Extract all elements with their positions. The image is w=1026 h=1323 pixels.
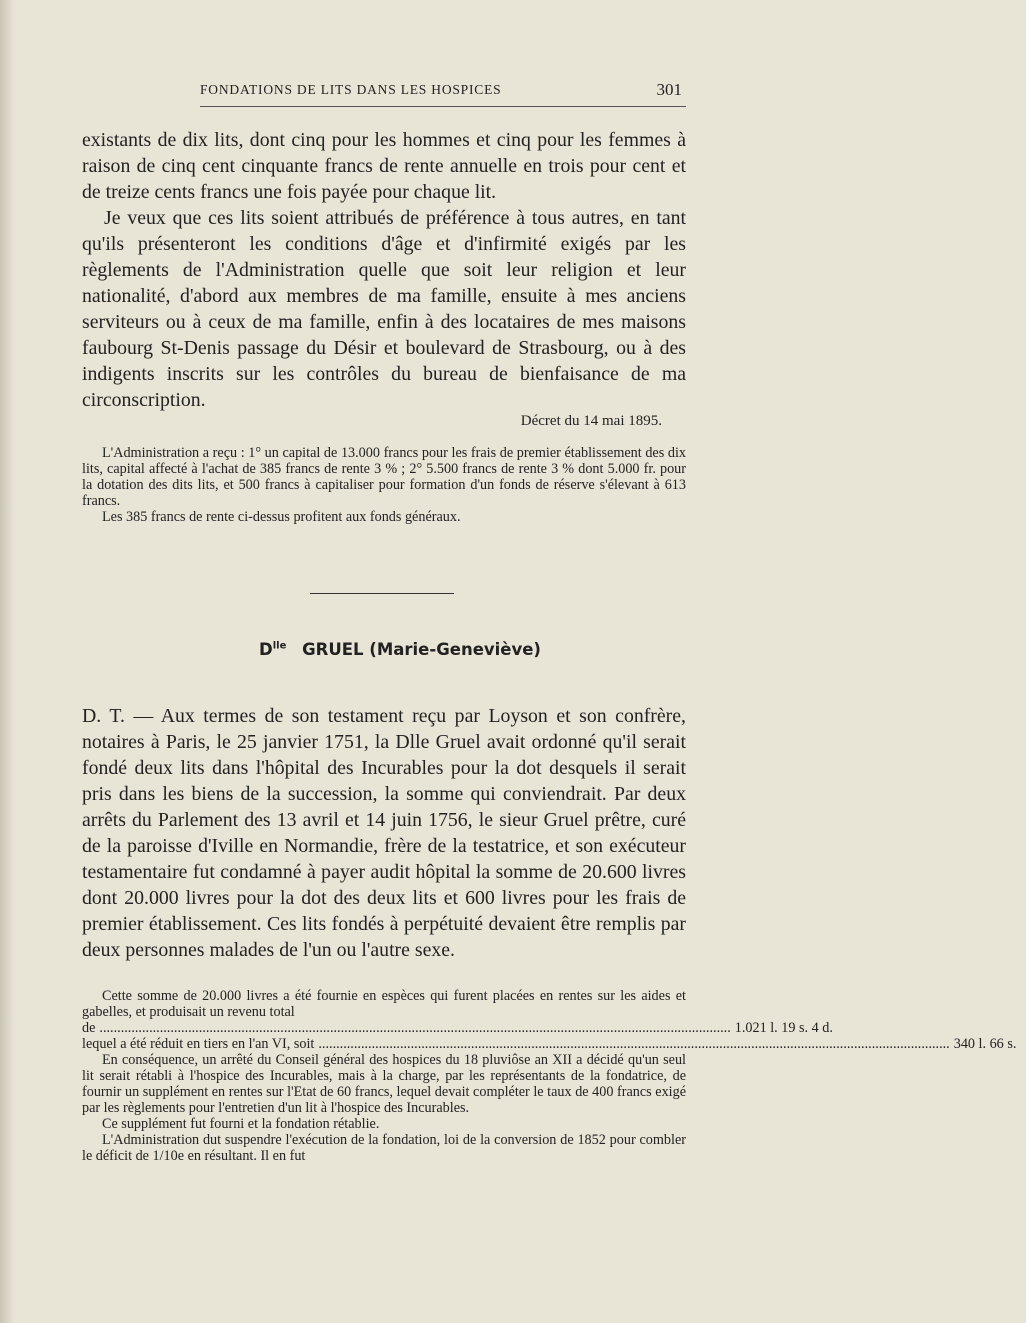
section-2-notes [82, 988, 1017, 1164]
leader-dots: .................................................................................................................................................................................. [318, 1036, 950, 1052]
heading-prefix: D [259, 640, 273, 659]
running-title: FONDATIONS DE LITS DANS LES HOSPICES [200, 82, 502, 97]
revenue-row [82, 1020, 833, 1036]
paragraph: D. T. — Aux termes de son testament reçu par Loyson et son confrère, notaires à Paris, le 25 janvier 1751, la Dlle Gruel avait ordonné qu'il serait fondé deux lits dans l'hôpital des Incurables pour la dot desquels il serait pris dans les biens de la succession, la somme qui conviendrait. Par deux arrêts du Parlement des 13 avril et 14 juin 1756, le sieur Gruel prêtre, curé de la paroisse d'Iville en Normandie, frère de la testatrice, et son exécuteur testamentaire fut condamné à payer audit hôpital la somme de 20.600 livres dont 20.000 livres pour la dot des deux lits et 600 livres pour les frais de premier établissement. Ces lits fondés à perpétuité devaient être remplis par deux personnes malades de l'un ou l'autre sexe. [82, 705, 686, 961]
leader-dots: .................................................................................................................................................................................. [99, 1020, 731, 1036]
note: Ce supplément fut fourni et la fondation rétablie. [102, 1116, 380, 1132]
decree-date: Décret du 14 mai 1895. [520, 413, 662, 429]
header-rule [200, 106, 686, 107]
revenue-row [82, 1036, 1017, 1052]
note: Cette somme de 20.000 livres a été fournie en espèces qui furent placées en rentes sur les aides et gabelles, et produisait un revenu total [82, 988, 686, 1020]
note: En conséquence, un arrêté du Conseil général des hospices du 18 pluviôse an XII a décidé qu'un seul lit serait rétabli à l'hospice des Incurables, mais à la charge, par les représentants de la fondatrice, de fournir un supplément en rentes sur l'Etat de 60 francs, lequel devait compléter le taux de 400 francs exigé par les règlements pour l'entretien d'un lit à l'hospice des Incurables. [82, 1052, 686, 1116]
revenue-row-value: 340 l. 66 s. [953, 1036, 1017, 1052]
section-1-notes [82, 413, 686, 525]
revenue-row-label: de [82, 1020, 96, 1036]
note: Les 385 francs de rente ci-dessus profitent aux fonds généraux. [102, 509, 461, 525]
paragraph: existants de dix lits, dont cinq pour les hommes et cinq pour les femmes à raison de cinq cent cinquante francs de rente annuelle en trois pour cent et de treize cents francs une fois payée pour chaque lit. [82, 129, 686, 203]
page-header [200, 80, 686, 102]
section-1-body [82, 127, 686, 413]
paragraph: Je veux que ces lits soient attribués de préférence à tous autres, en tant qu'ils présenteront les conditions d'âge et d'infirmité exigés par les règlements de l'Administration quelle que soit leur religion et leur nationalité, d'abord aux membres de ma famille, ensuite à mes anciens serviteurs ou à ceux de ma famille, enfin à des locataires de mes maisons faubourg St-Denis passage du Désir et boulevard de Strasbourg, ou à des indigents inscrits sur les contrôles du bureau de bienfaisance de ma circonscription. [82, 207, 686, 411]
revenue-row-label: lequel a été réduit en tiers en l'an VI, soit [82, 1036, 315, 1052]
revenue-row-value: 1.021 l. 19 s. 4 d. [734, 1020, 833, 1036]
heading-superscript: lle [272, 640, 287, 652]
section-2-body [82, 703, 686, 963]
note: L'Administration dut suspendre l'exécution de la fondation, loi de la conversion de 1852 pour combler le déficit de 1/10e en résultant. Il en fut [82, 1132, 686, 1164]
page-edge-shadow [0, 0, 14, 1323]
page-number: 301 [656, 80, 682, 99]
section-heading [160, 640, 640, 659]
section-separator [310, 593, 454, 594]
heading-name: GRUEL (Marie-Geneviève) [302, 640, 541, 659]
note: L'Administration a reçu : 1° un capital de 13.000 francs pour les frais de premier établissement des dix lits, capital affecté à l'achat de 385 francs de rente 3 % ; 2° 5.500 francs de rente 3 % dont 5.000 fr. pour la dotation des dits lits, et 500 francs à capitaliser pour formation d'un fonds de réserve s'élevant à 613 francs. [82, 445, 686, 509]
